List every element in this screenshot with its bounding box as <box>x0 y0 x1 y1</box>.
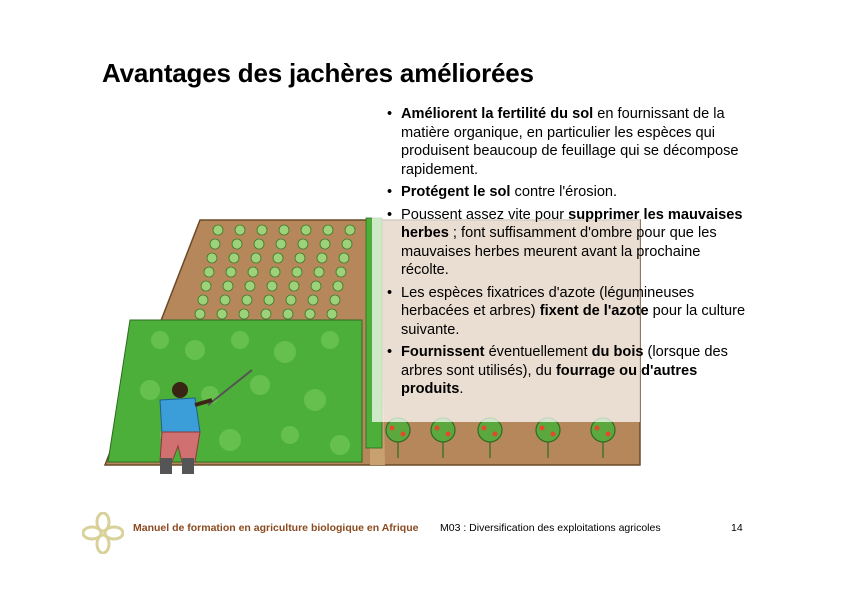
page-title: Avantages des jachères améliorées <box>102 58 534 88</box>
manual-title: Manuel de formation en agriculture biologique en Afrique <box>133 522 419 534</box>
page-number: 14 <box>731 522 743 534</box>
list-item: • Protégent le sol contre l'érosion. <box>378 183 748 202</box>
four-leaf-knot-logo <box>82 512 124 554</box>
list-item: • Les espèces fixatrices d'azote (légumineuses herbacées et arbres) fixent de l'azote pour la culture suivante. <box>378 284 748 340</box>
list-item: • Fournissent éventuellement du bois (lorsque des arbres sont utilisés), du fourrage ou d'autres produits. <box>378 343 748 399</box>
list-item: • Poussent assez vite pour supprimer les mauvaises herbes ; font suffisamment d'ombre pour que les mauvaises herbes meurent avant la prochaine récolte. <box>378 206 748 280</box>
module-title: M03 : Diversification des exploitations agricoles <box>440 522 661 534</box>
advantages-list <box>378 105 748 403</box>
list-item: • Améliorent la fertilité du sol en fournissant de la matière organique, en particulier les espèces qui produisent beaucoup de feuillage qui se décompose rapidement. <box>378 105 748 179</box>
